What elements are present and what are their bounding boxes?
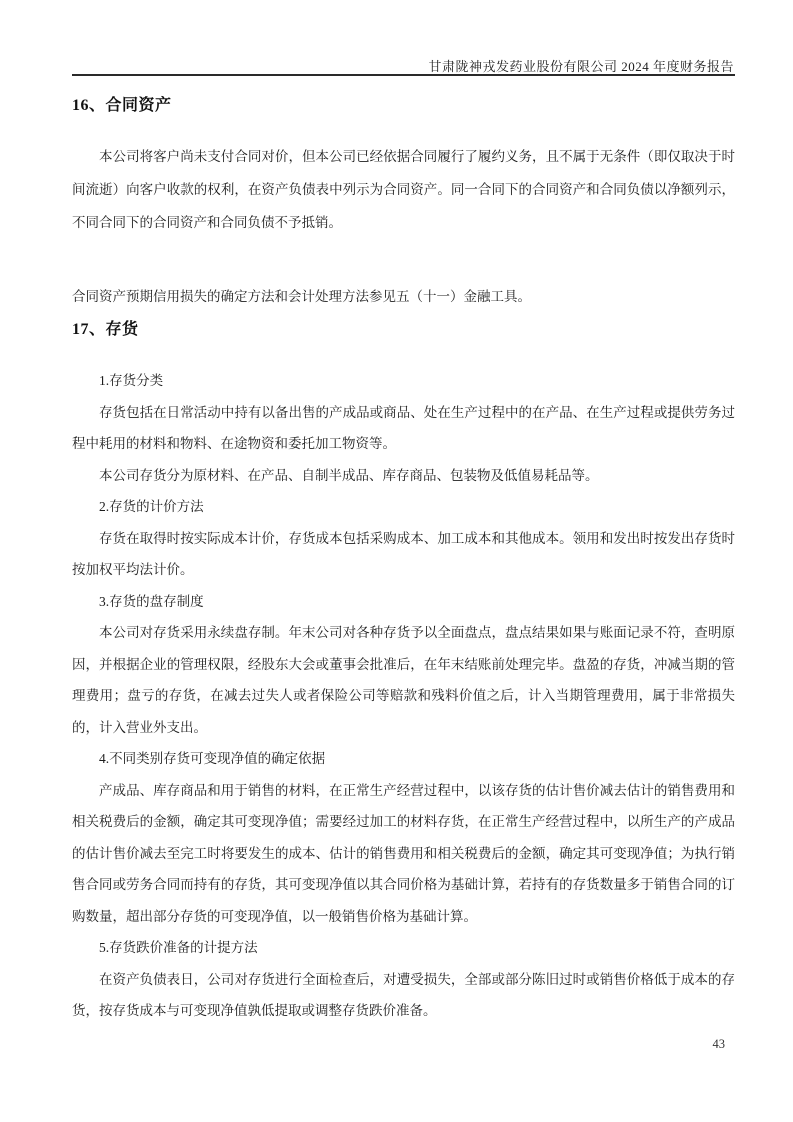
section-17-heading: 17、存货 bbox=[72, 321, 139, 338]
header-title: 甘肃陇神戎发药业股份有限公司 2024 年度财务报告 bbox=[428, 59, 734, 74]
section-16-paragraph-2: 合同资产预期信用损失的确定方法和会计处理方法参见五（十一）金融工具。 bbox=[72, 289, 531, 304]
section-16-paragraph-1: 本公司将客户尚未支付合同对价，但本公司已经依据合同履行了履约义务，且不属于无条件（即仅取决于时间流逝）向客户收款的权利，在资产负债表中列示为合同资产。同一合同下的合同资产和合同负债以净额列示，不同合同下的合同资产和合同负债不予抵销。 bbox=[72, 149, 735, 230]
item-5-title: 5.存货跌价准备的计提方法 bbox=[99, 940, 258, 955]
item-4-title: 4.不同类别存货可变现净值的确定依据 bbox=[99, 751, 326, 766]
item-1-paragraph-1: 存货包括在日常活动中持有以备出售的产成品或商品、处在生产过程中的在产品、在生产过程或提供劳务过程中耗用的材料和物料、在途物资和委托加工物资等。 bbox=[72, 404, 735, 451]
section-16-heading: 16、合同资产 bbox=[72, 97, 172, 114]
item-5-paragraph-1: 在资产负债表日，公司对存货进行全面检查后，对遭受损失，全部或部分陈旧过时或销售价格低于成本的存货，按存货成本与可变现净值孰低提取或调整存货跌价准备。 bbox=[72, 971, 735, 1018]
item-2-title: 2.存货的计价方法 bbox=[99, 499, 204, 514]
item-3-paragraph-1: 本公司对存货采用永续盘存制。年末公司对各种存货予以全面盘点，盘点结果如果与账面记录不符，查明原因，并根据企业的管理权限，经股东大会或董事会批准后，在年末结账前处理完毕。盘盈的存货，冲减当期的管理费用；盘亏的存货，在减去过失人或者保险公司等赔款和残料价值之后，计入当期管理费用，属于非常损失的，计入营业外支出。 bbox=[72, 625, 735, 735]
item-1-title: 1.存货分类 bbox=[99, 373, 164, 388]
page-number: 43 bbox=[712, 1037, 725, 1051]
section-17-body bbox=[72, 365, 735, 1027]
item-2-paragraph-1: 存货在取得时按实际成本计价，存货成本包括采购成本、加工成本和其他成本。领用和发出时按发出存货时按加权平均法计价。 bbox=[72, 530, 735, 577]
header-rule bbox=[72, 74, 735, 76]
item-1-paragraph-2: 本公司存货分为原材料、在产品、自制半成品、库存商品、包装物及低值易耗品等。 bbox=[99, 467, 599, 483]
item-3-title: 3.存货的盘存制度 bbox=[99, 593, 204, 609]
document-content bbox=[72, 90, 735, 1027]
item-4-paragraph-1: 产成品、库存商品和用于销售的材料，在正常生产经营过程中，以该存货的估计售价减去估计的销售费用和相关税费后的金额，确定其可变现净值；需要经过加工的材料存货，在正常生产经营过程中，以所生产的产成品的估计售价减去至完工时将要发生的成本、估计的销售费用和相关税费后的金额，确定其可变现净值；为执行销售合同或劳务合同而持有的存货，其可变现净值以其合同价格为基础计算，若持有的存货数量多于销售合同的订购数量，超出部分存货的可变现净值，以一般销售价格为基础计算。 bbox=[72, 782, 735, 924]
